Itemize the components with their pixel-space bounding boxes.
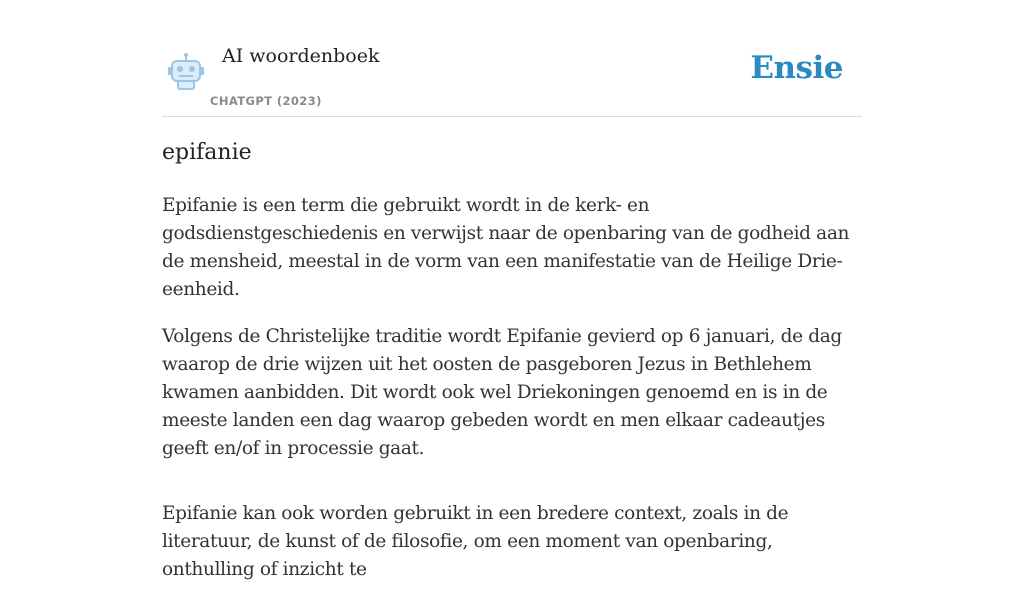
definition-paragraph: Epifanie is een term die gebruikt wordt in de kerk- en godsdienstgeschiedenis en verwijst naar de openbaring van de godheid aan de mensheid, meestal in de vorm van een manifestatie van de Heilige Drie-eenheid. xyxy=(162,195,850,300)
source-subtitle: CHATGPT (2023) xyxy=(210,94,322,108)
ensie-logo[interactable]: Ensie xyxy=(750,50,843,86)
definition-paragraph: Epifanie kan ook worden gebruikt in een bredere context, zoals in de literatuur, de kunst of de filosofie, om een moment van openbaring, onthulling of inzicht te xyxy=(162,503,789,580)
entry-header xyxy=(162,0,862,117)
entry-term: epifanie xyxy=(162,140,252,165)
entry-definition xyxy=(162,192,862,603)
robot-icon xyxy=(166,52,206,92)
source-title[interactable]: AI woordenboek xyxy=(222,45,380,67)
definition-paragraph: Volgens de Christelijke traditie wordt Epifanie gevierd op 6 januari, de dag waarop de drie wijzen uit het oosten de pasgeboren Jezus in Bethlehem kwamen aanbidden. Dit wordt ook wel Driekoningen genoemd en is in de meeste landen een dag waarop gebeden wordt en men elkaar cadeautjes geeft en/of in processie gaat. xyxy=(162,326,842,459)
